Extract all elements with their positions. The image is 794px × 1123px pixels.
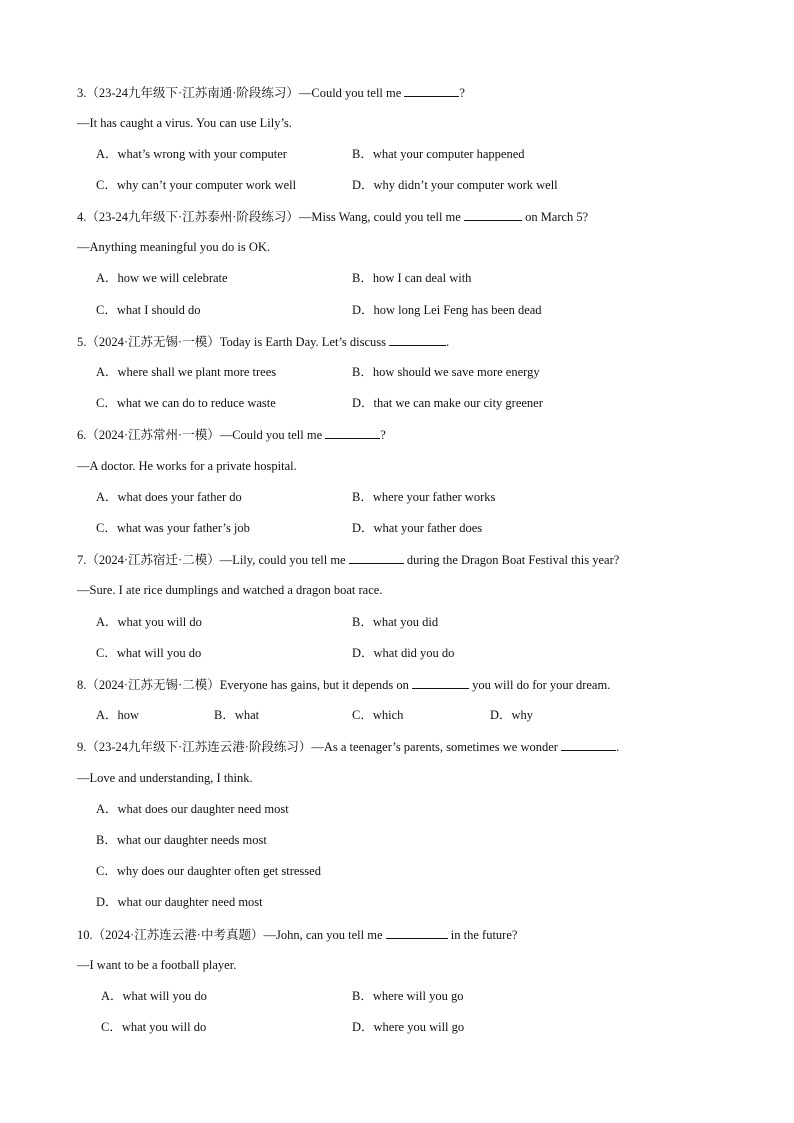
- question-6-option-d: D．what your father does: [352, 521, 483, 535]
- stem-text: during the Dragon Boat Festival this year?: [403, 553, 620, 567]
- answer-blank: [404, 84, 459, 97]
- stem-text: 7.（2024·江苏宿迁·二模）—Lily, could you tell me: [77, 553, 349, 567]
- question-8-stem: [77, 676, 610, 693]
- answer-blank: [464, 208, 522, 221]
- question-7-option-d: D．what did you do: [352, 646, 455, 660]
- question-4-option-d: D．how long Lei Feng has been dead: [352, 303, 542, 317]
- question-3-option-a: A．what’s wrong with your computer: [96, 147, 287, 161]
- answer-blank: [349, 551, 404, 564]
- question-7-reply: —Sure. I ate rice dumplings and watched a dragon boat race.: [77, 583, 383, 597]
- question-9-option-b: B．what our daughter needs most: [96, 833, 267, 847]
- stem-text: .: [446, 335, 450, 349]
- question-7-stem: [77, 551, 619, 568]
- question-10-option-c: C．what you will do: [101, 1020, 207, 1034]
- question-10-stem: [77, 926, 517, 943]
- question-4-option-c: C．what I should do: [96, 303, 201, 317]
- stem-text: .: [616, 740, 620, 754]
- answer-blank: [386, 926, 448, 939]
- question-9-option-a: A．what does our daughter need most: [96, 802, 289, 816]
- question-4-stem: [77, 208, 588, 225]
- question-5-option-a: A．where shall we plant more trees: [96, 365, 277, 379]
- stem-text: 4.（23-24九年级下·江苏泰州·阶段练习）—Miss Wang, could you tell me: [77, 210, 464, 224]
- question-10-option-d: D．where you will go: [352, 1020, 465, 1034]
- question-5-option-b: B．how should we save more energy: [352, 365, 540, 379]
- question-6-option-b: B．where your father works: [352, 490, 496, 504]
- question-8-option-c: C．which: [352, 708, 404, 722]
- question-9-reply: —Love and understanding, I think.: [77, 771, 253, 785]
- question-5-option-c: C．what we can do to reduce waste: [96, 396, 276, 410]
- stem-text: 9.（23-24九年级下·江苏连云港·阶段练习）—As a teenager’s parents, sometimes we wonder: [77, 740, 562, 754]
- question-3-option-b: B．what your computer happened: [352, 147, 525, 161]
- stem-text: in the future?: [447, 928, 518, 942]
- stem-text: 5.（2024·江苏无锡·一模）Today is Earth Day. Let’s discuss: [77, 335, 390, 349]
- question-6-reply: —A doctor. He works for a private hospital.: [77, 459, 297, 473]
- stem-text: 3.（23-24九年级下·江苏南通·阶段练习）—Could you tell me: [77, 86, 405, 100]
- question-8-option-b: B．what: [214, 708, 260, 722]
- answer-blank: [389, 333, 446, 346]
- stem-text: 10.（2024·江苏连云港·中考真题）—John, can you tell me: [77, 928, 386, 942]
- question-9-option-c: C．why does our daughter often get stressed: [96, 864, 321, 878]
- question-3-option-c: C．why can’t your computer work well: [96, 178, 297, 192]
- question-7-option-c: C．what will you do: [96, 646, 202, 660]
- question-8-option-d: D．why: [490, 708, 534, 722]
- question-4-option-b: B．how I can deal with: [352, 271, 472, 285]
- question-4-option-a: A．how we will celebrate: [96, 271, 228, 285]
- stem-text: ?: [380, 428, 386, 442]
- question-6-option-a: A．what does your father do: [96, 490, 242, 504]
- question-10-option-b: B．where will you go: [352, 989, 464, 1003]
- question-10-option-a: A．what will you do: [101, 989, 207, 1003]
- stem-text: you will do for your dream.: [469, 678, 611, 692]
- answer-blank: [325, 426, 380, 439]
- question-10-reply: —I want to be a football player.: [77, 958, 237, 972]
- question-6-option-c: C．what was your father’s job: [96, 521, 250, 535]
- question-3-option-d: D．why didn’t your computer work well: [352, 178, 558, 192]
- question-9-option-d: D．what our daughter need most: [96, 895, 263, 909]
- stem-text: ?: [459, 86, 465, 100]
- answer-blank: [412, 676, 469, 689]
- question-7-option-b: B．what you did: [352, 615, 439, 629]
- stem-text: 6.（2024·江苏常州·一模）—Could you tell me: [77, 428, 326, 442]
- question-9-stem: [77, 738, 619, 755]
- question-4-reply: —Anything meaningful you do is OK.: [77, 240, 271, 254]
- question-3-stem: [77, 84, 465, 101]
- question-5-stem: [77, 333, 449, 350]
- question-7-option-a: A．what you will do: [96, 615, 202, 629]
- question-5-option-d: D．that we can make our city greener: [352, 396, 543, 410]
- stem-text: on March 5?: [521, 210, 589, 224]
- question-3-reply: —It has caught a virus. You can use Lily’s.: [77, 116, 292, 130]
- stem-text: 8.（2024·江苏无锡·二模）Everyone has gains, but it depends on: [77, 678, 413, 692]
- question-8-option-a: A．how: [96, 708, 140, 722]
- answer-blank: [561, 738, 616, 751]
- question-6-stem: [77, 426, 386, 443]
